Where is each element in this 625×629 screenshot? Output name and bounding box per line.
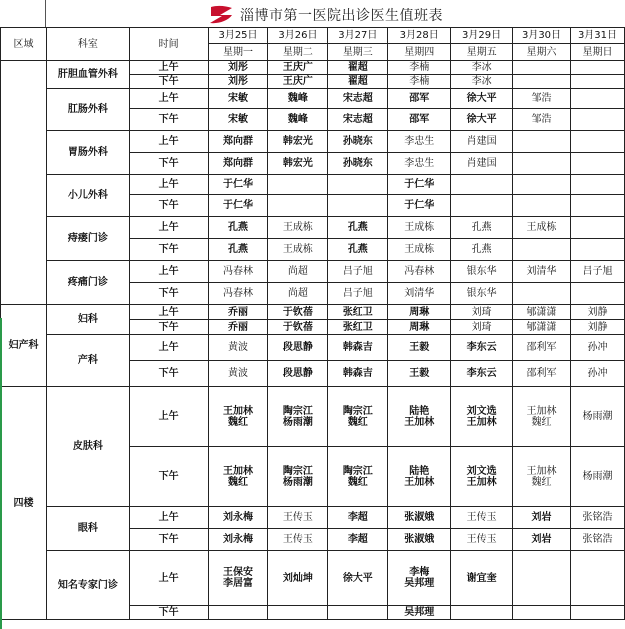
doctor-cell: 宋敏 bbox=[208, 109, 268, 131]
doctor-cell: 郑向群 bbox=[208, 131, 268, 153]
header-date: 3月26日 bbox=[268, 28, 328, 44]
doctor-cell: 于仁华 bbox=[208, 195, 268, 217]
schedule-row bbox=[1, 387, 625, 447]
doctor-cell: 孙冲 bbox=[570, 361, 624, 387]
doctor-cell bbox=[513, 153, 571, 175]
department-name: 知名专家门诊 bbox=[46, 551, 129, 620]
doctor-name: 魏红 bbox=[347, 476, 368, 488]
time-am: 上午 bbox=[129, 175, 208, 195]
doctor-cell bbox=[570, 239, 624, 261]
doctor-cell: 孔燕 bbox=[208, 239, 268, 261]
doctor-name: 杨雨潮 bbox=[582, 471, 613, 482]
doctor-cell bbox=[451, 551, 513, 606]
doctor-cell: 黄波 bbox=[208, 335, 268, 361]
schedule-row bbox=[1, 61, 625, 75]
doctor-cell: 邹浩 bbox=[513, 89, 571, 109]
doctor-cell bbox=[513, 131, 571, 153]
time-pm: 下午 bbox=[129, 109, 208, 131]
doctor-cell: 肖建国 bbox=[451, 153, 513, 175]
doctor-cell: 吕子旭 bbox=[328, 283, 388, 305]
time-pm: 下午 bbox=[129, 239, 208, 261]
doctor-cell: 宋敏 bbox=[208, 89, 268, 109]
time-pm: 下午 bbox=[129, 606, 208, 620]
doctor-name: 李居富 bbox=[223, 578, 253, 589]
doctor-cell bbox=[388, 447, 451, 507]
doctor-name: 陶宗江 bbox=[282, 405, 313, 417]
doctor-name: 陶宗江 bbox=[342, 405, 373, 417]
doctor-cell: 郑向群 bbox=[208, 153, 268, 175]
doctor-cell: 邵利军 bbox=[513, 361, 571, 387]
header-weekday: 星期一 bbox=[208, 44, 268, 61]
doctor-name: 魏红 bbox=[531, 476, 552, 488]
doctor-cell: 刘彤 bbox=[208, 75, 268, 89]
department-name: 眼科 bbox=[46, 507, 129, 551]
doctor-cell bbox=[513, 551, 571, 606]
doctor-cell: 周琳 bbox=[388, 320, 451, 335]
doctor-cell: 魏峰 bbox=[268, 89, 328, 109]
department-name: 胃肠外科 bbox=[46, 131, 129, 175]
doctor-cell: 张铭浩 bbox=[570, 529, 624, 551]
header-area: 区域 bbox=[1, 28, 47, 61]
header-time: 时间 bbox=[129, 28, 208, 61]
doctor-cell: 孔燕 bbox=[208, 217, 268, 239]
doctor-name: 徐大平 bbox=[342, 572, 373, 584]
doctor-cell: 张淑娥 bbox=[388, 529, 451, 551]
time-am: 上午 bbox=[129, 551, 208, 606]
time-pm: 下午 bbox=[129, 153, 208, 175]
hospital-logo-icon bbox=[208, 4, 236, 26]
doctor-cell: 吕子旭 bbox=[328, 261, 388, 283]
doctor-name: 王加林 bbox=[466, 476, 497, 488]
doctor-cell bbox=[388, 387, 451, 447]
doctor-name: 魏红 bbox=[347, 416, 368, 428]
doctor-cell: 于仁华 bbox=[388, 175, 451, 195]
doctor-cell: 孔燕 bbox=[451, 217, 513, 239]
doctor-cell bbox=[268, 175, 328, 195]
doctor-cell: 刘永梅 bbox=[208, 507, 268, 529]
doctor-cell: 刘琦 bbox=[451, 305, 513, 320]
time-am: 上午 bbox=[129, 305, 208, 320]
doctor-cell bbox=[268, 447, 328, 507]
doctor-cell: 邵军 bbox=[388, 109, 451, 131]
header-dept: 科室 bbox=[46, 28, 129, 61]
doctor-cell: 于仁华 bbox=[208, 175, 268, 195]
header-date: 3月29日 bbox=[451, 28, 513, 44]
doctor-cell: 刘静 bbox=[570, 305, 624, 320]
doctor-name: 魏红 bbox=[531, 416, 552, 428]
header-weekday: 星期五 bbox=[451, 44, 513, 61]
schedule-row bbox=[1, 175, 625, 195]
header-weekday: 星期二 bbox=[268, 44, 328, 61]
doctor-cell: 王成栋 bbox=[513, 217, 571, 239]
doctor-name: 李梅 bbox=[409, 567, 430, 578]
department-name: 肛肠外科 bbox=[46, 89, 129, 131]
header-weekday: 星期四 bbox=[388, 44, 451, 61]
doctor-cell bbox=[570, 89, 624, 109]
doctor-cell bbox=[328, 195, 388, 217]
doctor-cell bbox=[388, 551, 451, 606]
doctor-cell: 于钦蓓 bbox=[268, 305, 328, 320]
doctor-name: 王保安 bbox=[223, 567, 253, 578]
doctor-cell: 张铭浩 bbox=[570, 507, 624, 529]
doctor-cell: 翟超 bbox=[328, 61, 388, 75]
doctor-cell: 王成栋 bbox=[388, 217, 451, 239]
doctor-cell bbox=[513, 606, 571, 620]
doctor-cell bbox=[570, 131, 624, 153]
doctor-cell bbox=[208, 551, 268, 606]
doctor-cell: 魏峰 bbox=[268, 109, 328, 131]
doctor-cell bbox=[451, 447, 513, 507]
doctor-cell bbox=[328, 387, 388, 447]
doctor-cell bbox=[513, 387, 571, 447]
doctor-cell bbox=[513, 61, 571, 75]
doctor-name: 陶宗江 bbox=[282, 465, 313, 477]
doctor-cell: 孔燕 bbox=[451, 239, 513, 261]
department-name: 产科 bbox=[46, 335, 129, 387]
time-am: 上午 bbox=[129, 131, 208, 153]
department-name: 疼痛门诊 bbox=[46, 261, 129, 305]
doctor-cell: 段思静 bbox=[268, 335, 328, 361]
doctor-cell: 李楠 bbox=[388, 75, 451, 89]
doctor-name: 王加林 bbox=[223, 405, 253, 417]
doctor-cell: 段思静 bbox=[268, 361, 328, 387]
doctor-name: 杨雨潮 bbox=[282, 476, 313, 488]
doctor-cell bbox=[570, 217, 624, 239]
doctor-cell: 李忠生 bbox=[388, 153, 451, 175]
doctor-cell bbox=[570, 606, 624, 620]
time-pm: 下午 bbox=[129, 320, 208, 335]
header-date: 3月30日 bbox=[513, 28, 571, 44]
doctor-cell: 王成栋 bbox=[268, 239, 328, 261]
doctor-name: 王加林 bbox=[404, 476, 435, 488]
doctor-cell: 乔丽 bbox=[208, 320, 268, 335]
doctor-cell: 李冰 bbox=[451, 75, 513, 89]
header-date: 3月31日 bbox=[570, 28, 624, 44]
doctor-cell bbox=[513, 447, 571, 507]
doctor-cell: 李东云 bbox=[451, 335, 513, 361]
schedule-row bbox=[1, 507, 625, 529]
doctor-name: 陶宗江 bbox=[342, 465, 373, 477]
doctor-cell: 尚超 bbox=[268, 283, 328, 305]
doctor-cell: 周琳 bbox=[388, 305, 451, 320]
department-name: 皮肤科 bbox=[46, 387, 129, 507]
doctor-cell: 王传玉 bbox=[268, 507, 328, 529]
schedule-row bbox=[1, 261, 625, 283]
doctor-name: 魏红 bbox=[228, 416, 248, 428]
time-am: 上午 bbox=[129, 387, 208, 447]
time-am: 上午 bbox=[129, 261, 208, 283]
doctor-cell: 韩森吉 bbox=[328, 335, 388, 361]
time-am: 上午 bbox=[129, 217, 208, 239]
doctor-cell bbox=[570, 109, 624, 131]
doctor-cell: 刘永梅 bbox=[208, 529, 268, 551]
time-pm: 下午 bbox=[129, 361, 208, 387]
doctor-cell bbox=[328, 606, 388, 620]
header-weekday: 星期六 bbox=[513, 44, 571, 61]
doctor-cell: 张红卫 bbox=[328, 320, 388, 335]
doctor-cell: 翟超 bbox=[328, 75, 388, 89]
doctor-cell bbox=[513, 175, 571, 195]
area-cell: 四楼 bbox=[1, 387, 47, 620]
department-name: 痔瘘门诊 bbox=[46, 217, 129, 261]
doctor-cell bbox=[388, 606, 451, 620]
doctor-cell: 乔丽 bbox=[208, 305, 268, 320]
doctor-cell: 郇潇潇 bbox=[513, 305, 571, 320]
doctor-cell bbox=[268, 551, 328, 606]
left-edge-accent bbox=[0, 318, 2, 629]
doctor-name: 魏红 bbox=[228, 476, 248, 488]
doctor-cell: 韩森吉 bbox=[328, 361, 388, 387]
doctor-name: 吴邦理 bbox=[404, 607, 435, 618]
schedule-row bbox=[1, 305, 625, 320]
doctor-cell: 宋志超 bbox=[328, 89, 388, 109]
department-name: 小儿外科 bbox=[46, 175, 129, 217]
doctor-cell: 王传玉 bbox=[451, 507, 513, 529]
doctor-cell bbox=[513, 75, 571, 89]
doctor-cell bbox=[451, 175, 513, 195]
schedule-row bbox=[1, 217, 625, 239]
doctor-cell bbox=[570, 153, 624, 175]
doctor-cell bbox=[570, 75, 624, 89]
doctor-name: 陆艳 bbox=[409, 405, 430, 417]
doctor-cell: 孔燕 bbox=[328, 217, 388, 239]
doctor-cell: 银东华 bbox=[451, 261, 513, 283]
doctor-cell bbox=[570, 175, 624, 195]
doctor-cell: 孙晓东 bbox=[328, 153, 388, 175]
doctor-cell bbox=[451, 195, 513, 217]
doctor-cell: 王成栋 bbox=[268, 217, 328, 239]
doctor-cell bbox=[570, 283, 624, 305]
doctor-cell: 李超 bbox=[328, 507, 388, 529]
time-pm: 下午 bbox=[129, 195, 208, 217]
doctor-cell: 韩宏光 bbox=[268, 153, 328, 175]
time-am: 上午 bbox=[129, 335, 208, 361]
doctor-cell: 刘静 bbox=[570, 320, 624, 335]
doctor-name: 王加林 bbox=[404, 416, 435, 428]
doctor-name: 王加林 bbox=[223, 465, 253, 477]
doctor-name: 刘灿坤 bbox=[282, 572, 313, 584]
doctor-cell: 邹浩 bbox=[513, 109, 571, 131]
doctor-cell: 王成栋 bbox=[388, 239, 451, 261]
doctor-cell: 尚超 bbox=[268, 261, 328, 283]
time-pm: 下午 bbox=[129, 283, 208, 305]
doctor-cell bbox=[208, 387, 268, 447]
doctor-cell: 于钦蓓 bbox=[268, 320, 328, 335]
doctor-cell bbox=[513, 195, 571, 217]
time-pm: 下午 bbox=[129, 75, 208, 89]
doctor-cell: 王庆广 bbox=[268, 61, 328, 75]
doctor-cell: 黄波 bbox=[208, 361, 268, 387]
doctor-cell: 王传玉 bbox=[268, 529, 328, 551]
doctor-cell bbox=[570, 387, 624, 447]
doctor-name: 刘文选 bbox=[466, 405, 497, 417]
page-title: 淄博市第一医院出诊医生值班表 bbox=[240, 8, 443, 24]
doctor-cell bbox=[268, 195, 328, 217]
doctor-cell: 李楠 bbox=[388, 61, 451, 75]
doctor-name: 谢宜奎 bbox=[466, 572, 497, 584]
doctor-cell: 冯春林 bbox=[208, 261, 268, 283]
header-date: 3月27日 bbox=[328, 28, 388, 44]
area-cell: 妇产科 bbox=[1, 305, 47, 387]
time-am: 上午 bbox=[129, 89, 208, 109]
doctor-cell bbox=[451, 387, 513, 447]
schedule-row bbox=[1, 335, 625, 361]
doctor-cell: 邵利军 bbox=[513, 335, 571, 361]
doctor-cell bbox=[513, 283, 571, 305]
doctor-cell: 张红卫 bbox=[328, 305, 388, 320]
doctor-cell bbox=[451, 606, 513, 620]
doctor-cell bbox=[268, 606, 328, 620]
doctor-cell: 李东云 bbox=[451, 361, 513, 387]
doctor-cell: 徐大平 bbox=[451, 89, 513, 109]
doctor-cell: 郇潇潇 bbox=[513, 320, 571, 335]
doctor-cell: 刘清华 bbox=[388, 283, 451, 305]
doctor-cell bbox=[570, 61, 624, 75]
doctor-cell: 李超 bbox=[328, 529, 388, 551]
doctor-cell: 刘彤 bbox=[208, 61, 268, 75]
doctor-cell bbox=[208, 606, 268, 620]
doctor-cell bbox=[570, 551, 624, 606]
department-name: 肝胆血管外科 bbox=[46, 61, 129, 89]
doctor-cell bbox=[268, 387, 328, 447]
schedule-row bbox=[1, 89, 625, 109]
doctor-cell: 刘清华 bbox=[513, 261, 571, 283]
time-am: 上午 bbox=[129, 61, 208, 75]
time-pm: 下午 bbox=[129, 529, 208, 551]
time-pm: 下午 bbox=[129, 447, 208, 507]
doctor-cell bbox=[328, 447, 388, 507]
doctor-name: 杨雨潮 bbox=[582, 411, 613, 422]
header-row-dates bbox=[1, 28, 625, 44]
doctor-name: 王加林 bbox=[466, 416, 497, 428]
doctor-cell: 刘琦 bbox=[451, 320, 513, 335]
doctor-name: 刘文选 bbox=[466, 465, 497, 477]
header-weekday: 星期三 bbox=[328, 44, 388, 61]
department-name: 妇科 bbox=[46, 305, 129, 335]
time-am: 上午 bbox=[129, 507, 208, 529]
schedule-row bbox=[1, 551, 625, 606]
doctor-cell: 徐大平 bbox=[451, 109, 513, 131]
doctor-name: 陆艳 bbox=[409, 465, 430, 477]
header-weekday: 星期日 bbox=[570, 44, 624, 61]
doctor-cell: 冯春林 bbox=[388, 261, 451, 283]
title-bar bbox=[0, 0, 625, 28]
doctor-cell: 银东华 bbox=[451, 283, 513, 305]
area-cell bbox=[1, 61, 47, 305]
doctor-cell: 王庆广 bbox=[268, 75, 328, 89]
doctor-cell bbox=[570, 195, 624, 217]
doctor-cell: 于仁华 bbox=[388, 195, 451, 217]
doctor-cell: 孙晓东 bbox=[328, 131, 388, 153]
doctor-cell: 李忠生 bbox=[388, 131, 451, 153]
doctor-cell bbox=[328, 551, 388, 606]
doctor-cell: 韩宏光 bbox=[268, 131, 328, 153]
doctor-cell: 李冰 bbox=[451, 61, 513, 75]
doctor-cell: 吕子旭 bbox=[570, 261, 624, 283]
doctor-name: 王加林 bbox=[526, 465, 557, 477]
title-divider bbox=[45, 0, 46, 28]
doctor-cell: 刘岩 bbox=[513, 529, 571, 551]
doctor-cell: 孙冲 bbox=[570, 335, 624, 361]
doctor-cell: 冯春林 bbox=[208, 283, 268, 305]
doctor-cell: 王毅 bbox=[388, 361, 451, 387]
doctor-cell: 王传玉 bbox=[451, 529, 513, 551]
doctor-cell: 刘岩 bbox=[513, 507, 571, 529]
doctor-cell: 孔燕 bbox=[328, 239, 388, 261]
doctor-name: 杨雨潮 bbox=[282, 416, 313, 428]
doctor-cell: 王毅 bbox=[388, 335, 451, 361]
header-date: 3月25日 bbox=[208, 28, 268, 44]
doctor-cell bbox=[570, 447, 624, 507]
schedule-row bbox=[1, 131, 625, 153]
doctor-cell bbox=[328, 175, 388, 195]
doctor-cell: 邵军 bbox=[388, 89, 451, 109]
doctor-cell: 张淑娥 bbox=[388, 507, 451, 529]
header-date: 3月28日 bbox=[388, 28, 451, 44]
doctor-cell: 肖建国 bbox=[451, 131, 513, 153]
duty-schedule-table bbox=[0, 27, 625, 620]
doctor-name: 吴邦理 bbox=[404, 578, 435, 589]
doctor-cell: 宋志超 bbox=[328, 109, 388, 131]
doctor-name: 王加林 bbox=[526, 405, 557, 417]
doctor-cell bbox=[513, 239, 571, 261]
doctor-cell bbox=[208, 447, 268, 507]
